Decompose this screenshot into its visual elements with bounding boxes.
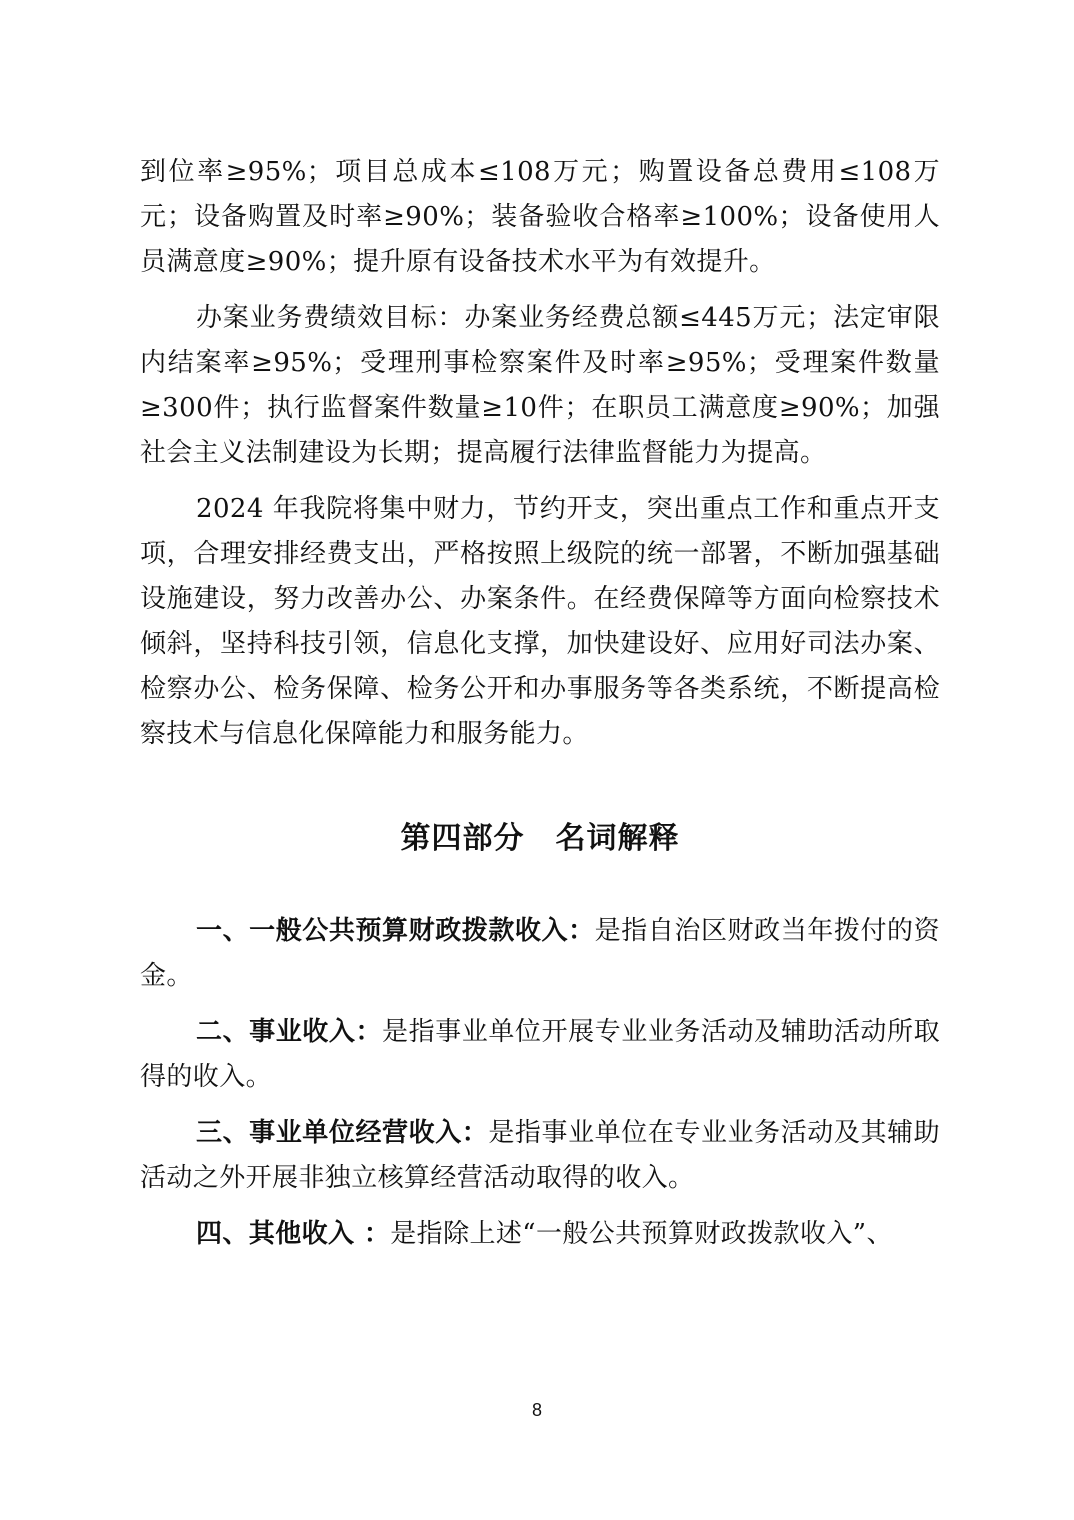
definition-term: 三、事业单位经营收入： xyxy=(196,1118,489,1148)
definition-term: 一、一般公共预算财政拨款收入： xyxy=(196,916,595,946)
definition-item xyxy=(140,909,940,999)
paragraph-2024-plan: 2024 年我院将集中财力，节约开支，突出重点工作和重点开支项，合理安排经费支出，严格按照上级院的统一部署，不断加强基础设施建设，努力改善办公、办案条件。在经费保障等方面向检察技术倾斜，坚持科技引领，信息化支撑，加快建设好、应用好司法办案、检察办公、检务保障、检务公开和办事服务等各类系统，不断提高检察技术与信息化保障能力和服务能力。 xyxy=(140,494,940,749)
definition-text: 是指自治区财政当年拨付的资金。 xyxy=(140,916,940,991)
page-number: 8 xyxy=(531,1400,542,1420)
paragraph-case-budget-targets: 办案业务费绩效目标：办案业务经费总额≤445万元；法定审限内结案率≥95%；受理刑事检察案件及时率≥95%；受理案件数量≥300件；执行监督案件数量≥10件；在职员工满意度≥90%；加强社会主义法制建设为长期；提高履行法律监督能力为提高。 xyxy=(140,303,940,468)
definition-term: 四、其他收入 ： xyxy=(196,1219,391,1249)
definition-text: 是指除上述“一般公共预算财政拨款收入”、 xyxy=(390,1219,893,1249)
definition-term: 二、事业收入： xyxy=(196,1017,383,1047)
definition-text: 是指事业单位在专业业务活动及其辅助活动之外开展非独立核算经营活动取得的收入。 xyxy=(140,1118,940,1193)
definition-item xyxy=(140,1010,940,1100)
section-heading: 第四部分 名词解释 xyxy=(400,821,680,856)
paragraph-continued: 到位率≥95%；项目总成本≤108万元；购置设备总费用≤108万元；设备购置及时率≥90%；装备验收合格率≥100%；设备使用人员满意度≥90%；提升原有设备技术水平为有效提升。 xyxy=(140,157,940,277)
definition-text: 是指事业单位开展专业业务活动及辅助活动所取得的收入。 xyxy=(140,1017,940,1092)
page-content xyxy=(140,150,940,1268)
definition-item xyxy=(140,1212,940,1257)
definition-item xyxy=(140,1111,940,1201)
